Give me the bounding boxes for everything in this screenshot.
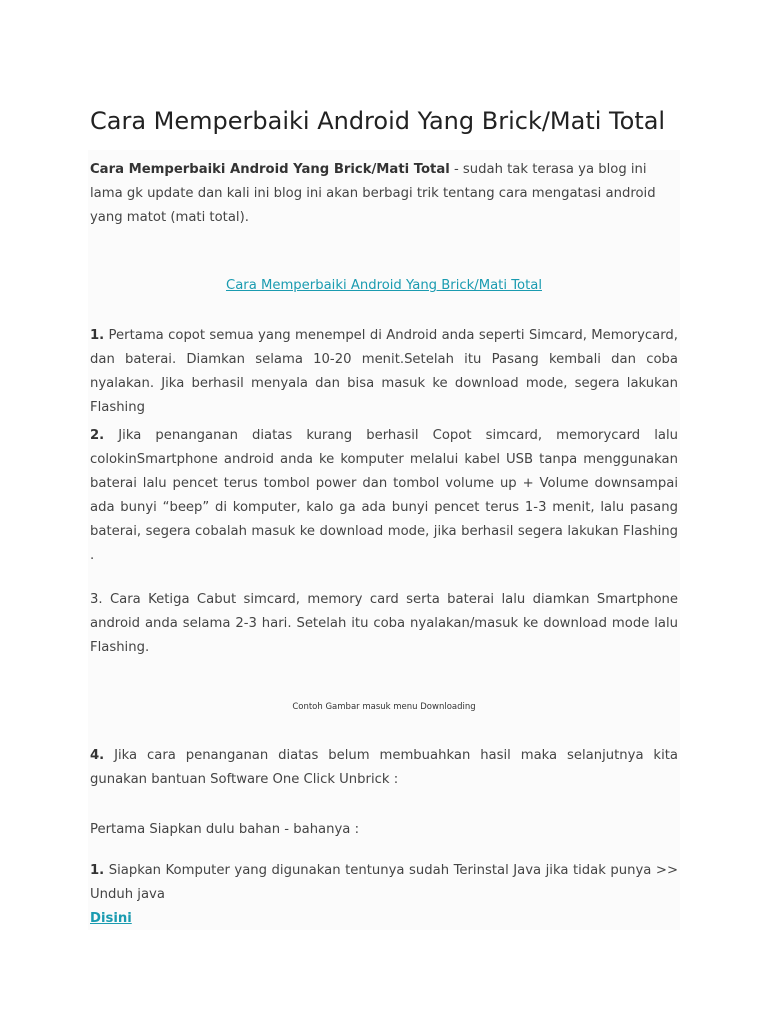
- step-2-text: Jika penanganan diatas kurang berhasil Copot simcard, memorycard lalu colokinSmartphone android anda ke komputer melalui kabel USB tanpa menggunakan baterai lalu pencet terus tombol power dan tombol volume up + Volume downsampai ada bunyi “beep” di komputer, kalo ga ada bunyi pencet terus 1-3 menit, lalu pasang baterai, segera cobalah masuk ke download mode, jika berhasil segera lakukan Flashing .: [90, 428, 678, 563]
- download-link[interactable]: Disini: [90, 911, 132, 926]
- intro-bold-text: Cara Memperbaiki Android Yang Brick/Mati Total: [90, 162, 450, 177]
- step-4-paragraph: [90, 744, 678, 792]
- subheading-link[interactable]: Cara Memperbaiki Android Yang Brick/Mati Total: [225, 278, 542, 293]
- preparation-step-1-text: Siapkan Komputer yang digunakan tentunya sudah Terinstal Java jika tidak punya >> Unduh java: [90, 863, 678, 902]
- step-2-number: 2.: [90, 428, 105, 443]
- preparation-step-1-number: 1.: [90, 863, 105, 878]
- step-4-text: Jika cara penanganan diatas belum membuahkan hasil maka selanjutnya kita gunakan bantuan Software One Click Unbrick :: [90, 748, 678, 787]
- preparation-text: Pertama Siapkan dulu bahan - bahanya :: [90, 822, 360, 837]
- step-1-paragraph: [90, 324, 678, 420]
- article-title: Cara Memperbaiki Android Yang Brick/Mati Total: [90, 107, 666, 135]
- step-1-text: Pertama copot semua yang menempel di Android anda seperti Simcard, Memorycard, dan baterai. Diamkan selama 10-20 menit.Setelah itu Pasang kembali dan coba nyalakan. Jika berhasil menyala dan bisa masuk ke download mode, segera lakukan Flashing: [90, 328, 678, 415]
- step-4-number: 4.: [90, 748, 105, 763]
- image-caption: Contoh Gambar masuk menu Downloading: [292, 702, 476, 712]
- article-content: [88, 150, 680, 930]
- step-3-paragraph: 3. Cara Ketiga Cabut simcard, memory card serta baterai lalu diamkan Smartphone android anda selama 2-3 hari. Setelah itu coba nyalakan/masuk ke download mode lalu Flashing.: [90, 592, 678, 655]
- intro-paragraph: [90, 158, 678, 230]
- step-2-paragraph: [90, 424, 678, 568]
- step-1-number: 1.: [90, 328, 105, 343]
- preparation-step-1: [90, 859, 678, 907]
- intro-text: - sudah tak terasa ya blog ini lama gk update dan kali ini blog ini akan berbagi trik tentang cara mengatasi android yang matot (mati total).: [90, 162, 656, 225]
